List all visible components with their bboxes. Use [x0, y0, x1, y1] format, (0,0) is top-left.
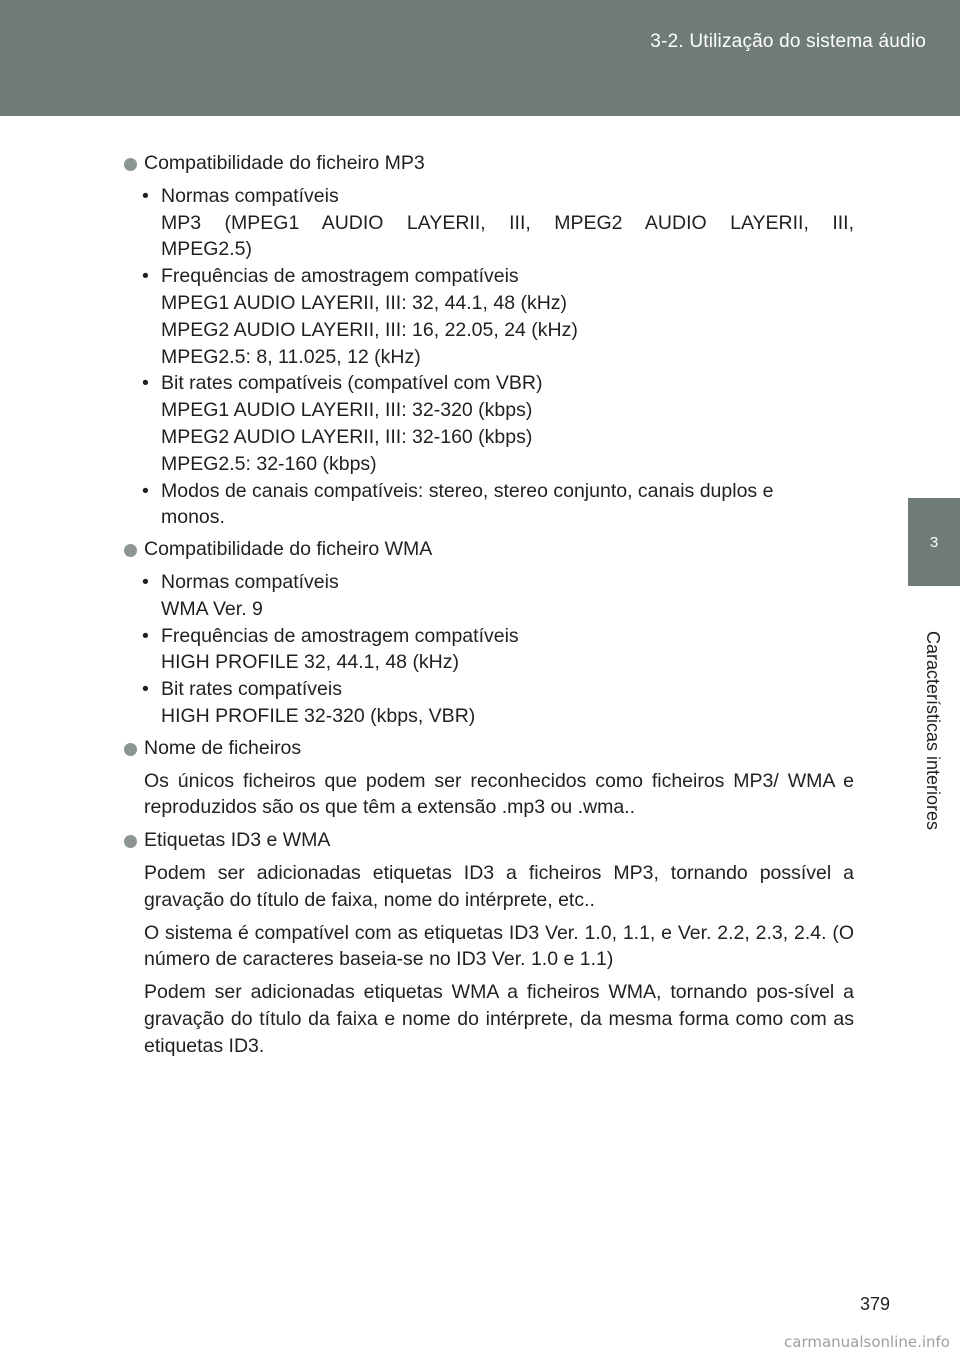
paragraph-group: [124, 860, 854, 1060]
bullet-dot-icon: •: [142, 479, 149, 502]
chapter-side-label-text: Características interiores: [923, 630, 944, 830]
item-list: [141, 569, 854, 730]
list-item: • Normas compatíveis WMA Ver. 9: [142, 570, 339, 620]
paragraph-group: [124, 768, 854, 822]
list-item: • Modos de canais compatíveis: stereo, stereo conjunto, canais duplos e monos.: [142, 479, 774, 529]
section-heading: Nome de ficheiros: [124, 735, 854, 762]
section-tags: [124, 827, 854, 1059]
bullet-dot-icon: •: [142, 570, 149, 593]
bullet-dot-icon: •: [142, 678, 149, 701]
section-heading: Compatibilidade do ficheiro MP3: [124, 150, 854, 177]
page-header: [0, 0, 960, 116]
paragraph: Podem ser adicionadas etiquetas ID3 a ficheiros MP3, tornando possível a gravação do título de faixa, nome do intérprete, etc..: [144, 861, 854, 911]
section-heading: Etiquetas ID3 e WMA: [124, 827, 854, 854]
chapter-title: 3-2. Utilização do sistema áudio: [650, 31, 926, 52]
list-item: • Frequências de amostragem compatíveis HIGH PROFILE 32, 44.1, 48 (kHz): [142, 624, 519, 674]
bullet-dot-icon: •: [142, 184, 149, 207]
bullet-circle-icon: [124, 835, 137, 848]
bullet-circle-icon: [124, 544, 137, 557]
watermark: carmanualsonline.info: [784, 1333, 950, 1351]
list-item: • Frequências de amostragem compatíveis MPEG1 AUDIO LAYERII, III: 32, 44.1, 48 (kHz) MPEG2 AUDIO LAYERII, III: 16, 22.05, 24 (kHz) MPEG2.5: 8, 11.025, 12 (kHz): [142, 265, 578, 368]
bullet-circle-icon: [124, 158, 137, 171]
chapter-tab-number: 3: [908, 498, 960, 586]
bullet-dot-icon: •: [142, 372, 149, 395]
list-item: • Normas compatíveis MP3 (MPEG1 AUDIO LAYERII, III, MPEG2 AUDIO LAYERII, III, MPEG2.5): [142, 184, 854, 261]
bullet-dot-icon: •: [142, 265, 149, 288]
bullet-circle-icon: [124, 743, 137, 756]
section-heading: Compatibilidade do ficheiro WMA: [124, 536, 854, 563]
section-wma: [124, 536, 854, 730]
chapter-side-label: [913, 600, 953, 860]
page-content: [124, 150, 854, 1066]
section-mp3: [124, 150, 854, 531]
item-list: [141, 183, 854, 531]
page-number: 379: [859, 1294, 890, 1314]
paragraph: O sistema é compatível com as etiquetas ID3 Ver. 1.0, 1.1, e Ver. 2.2, 2.3, 2.4. (O número de caracteres baseia-se no ID3 Ver. 1.0 e 1.1): [144, 921, 854, 971]
bullet-dot-icon: •: [142, 624, 149, 647]
list-item: • Bit rates compatíveis (compatível com VBR) MPEG1 AUDIO LAYERII, III: 32-320 (kbps) MPEG2 AUDIO LAYERII, III: 32-160 (kbps) MPEG2.5: 32-160 (kbps): [142, 372, 543, 475]
paragraph: Os únicos ficheiros que podem ser reconhecidos como ficheiros MP3/ WMA e reproduzidos são os que têm a extensão .mp3 ou .wma..: [144, 769, 854, 819]
section-file-names: [124, 735, 854, 821]
list-item: • Bit rates compatíveis HIGH PROFILE 32-320 (kbps, VBR): [142, 678, 476, 727]
paragraph: Podem ser adicionadas etiquetas WMA a ficheiros WMA, tornando pos-sível a gravação do título da faixa e nome do intérprete, da mesma forma como com as etiquetas ID3.: [144, 981, 854, 1057]
